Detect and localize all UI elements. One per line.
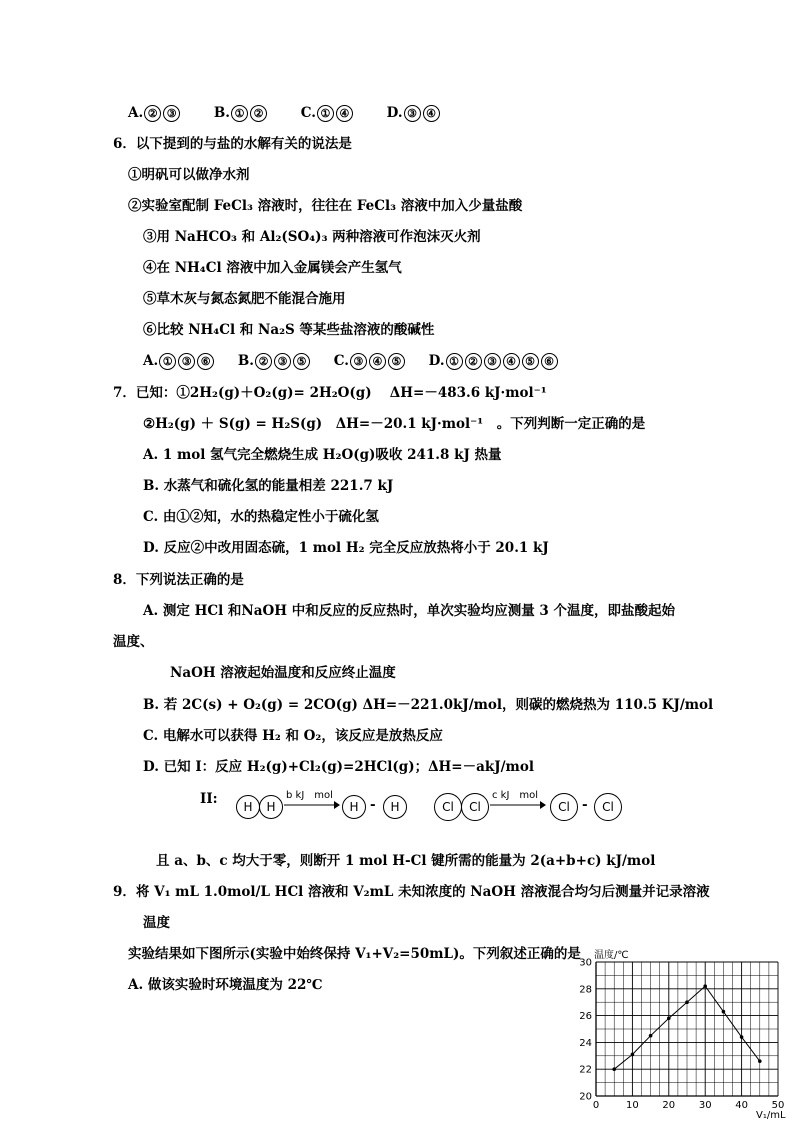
q5-option-c[interactable]: C. ① ④ bbox=[301, 105, 354, 121]
q8-option-c[interactable]: C. 电解水可以获得 H₂ 和 O₂，该反应是放热反应 bbox=[143, 728, 443, 744]
q8-option-b[interactable]: B. 若 2C(s) + O₂(g) = 2CO(g) ΔH=－221.0kJ/mol，则碳的燃烧热为 110.5 KJ/mol bbox=[143, 697, 714, 713]
q9-line3: 实验结果如下图所示(实验中始终保持 V₁+V₂=50mL)。下列叙述正确的是 bbox=[128, 946, 581, 962]
q5-option-b[interactable]: B. ① ② bbox=[214, 105, 268, 121]
arrow-1 bbox=[284, 800, 340, 810]
q6-item-3: ③用 NaHCO₃ 和 Al₂(SO₄)₃ 两种溶液可作泡沫灭火剂 bbox=[143, 229, 481, 245]
data-point bbox=[722, 1010, 726, 1014]
cl-atom-1: Cl bbox=[434, 793, 462, 821]
q9-option-a[interactable]: A. 做该实验时环境温度为 22℃ bbox=[128, 977, 323, 993]
data-point bbox=[685, 1000, 689, 1004]
y-tick-label: 30 bbox=[579, 957, 592, 969]
q6-option-b[interactable]: B. ② ③ ⑤ bbox=[238, 353, 311, 369]
q6-option-a[interactable]: A. ① ③ ⑥ bbox=[143, 353, 215, 369]
q6-item-6: ⑥比较 NH₄Cl 和 Na₂S 等某些盐溶液的酸碱性 bbox=[143, 322, 435, 338]
q8-stem: 8．下列说法正确的是 bbox=[113, 572, 244, 588]
y-tick-label: 26 bbox=[579, 1011, 592, 1023]
cl-atom-3: Cl bbox=[550, 793, 578, 821]
y-tick-label: 20 bbox=[579, 1091, 592, 1103]
y-axis-label: 温度/℃ bbox=[594, 950, 629, 961]
b-energy-label: b kJ mol bbox=[286, 790, 333, 801]
diagram-label-ii: II: bbox=[200, 791, 218, 807]
q7-option-d[interactable]: D. 反应②中改用固态硫，1 mol H₂ 完全反应放热将小于 20.1 kJ bbox=[143, 540, 549, 556]
q6-item-4: ④在 NH₄Cl 溶液中加入金属镁会产生氢气 bbox=[143, 260, 402, 276]
q7-line2: ②H₂(g) ＋ S(g) = H₂S(g) ΔH=－20.1 kJ·mol⁻¹ 。下列判断一定正确的是 bbox=[143, 416, 646, 432]
x-tick-label: 0 bbox=[592, 1100, 600, 1111]
c-energy-label: c kJ mol bbox=[492, 790, 539, 801]
q6-option-c[interactable]: C. ③ ④ ⑤ bbox=[334, 353, 406, 369]
q9-stem-cont: 温度 bbox=[143, 915, 170, 931]
y-tick-label: 28 bbox=[579, 984, 592, 996]
y-tick-label: 22 bbox=[579, 1064, 592, 1076]
q6-item-1: ①明矾可以做净水剂 bbox=[128, 167, 250, 183]
cl-atom-2: Cl bbox=[461, 793, 489, 821]
q9-stem: 9．将 V₁ mL 1.0mol/L HCl 溶液和 V₂mL 未知浓度的 NaOH 溶液混合均匀后测量并记录溶液 bbox=[113, 884, 710, 900]
y-tick-label: 24 bbox=[579, 1037, 592, 1049]
x-tick-label: 10 bbox=[626, 1100, 639, 1111]
q8-option-a-cont2: NaOH 溶液起始温度和反应终止温度 bbox=[170, 665, 396, 681]
q5-option-d[interactable]: D. ③ ④ bbox=[387, 105, 441, 121]
x-tick-label: 20 bbox=[662, 1100, 676, 1111]
q8-option-a-cont: 温度、 bbox=[113, 634, 154, 650]
q8-option-d[interactable]: D. 已知 I：反应 H₂(g)+Cl₂(g)=2HCl(g)；ΔH=－akJ/mol bbox=[143, 759, 534, 775]
q7-option-a[interactable]: A. 1 mol 氢气完全燃烧生成 H₂O(g)吸收 241.8 kJ 热量 bbox=[143, 447, 502, 463]
data-point bbox=[649, 1034, 653, 1038]
q5-option-a[interactable]: A. ② ③ bbox=[128, 105, 181, 121]
data-point bbox=[612, 1067, 616, 1071]
q7-option-b[interactable]: B. 水蒸气和硫化氢的能量相差 221.7 kJ bbox=[143, 478, 394, 494]
q6-stem: 6．以下提到的与盐的水解有关的说法是 bbox=[113, 136, 352, 152]
q6-item-2: ②实验室配制 FeCl₃ 溶液时，往往在 FeCl₃ 溶液中加入少量盐酸 bbox=[128, 198, 523, 214]
q7-option-c[interactable]: C. 由①②知，水的热稳定性小于硫化氢 bbox=[143, 509, 379, 525]
x-tick-label: 50 bbox=[771, 1100, 785, 1111]
data-point bbox=[703, 984, 707, 988]
q6-item-5: ⑤草木灰与氮态氮肥不能混合施用 bbox=[143, 291, 346, 307]
temperature-chart bbox=[568, 946, 788, 1120]
h-atom-3: H bbox=[342, 795, 366, 819]
q8-option-a[interactable]: A. 测定 HCl 和NaOH 中和反应的反应热时，单次实验均应测量 3 个温度，即盐酸起始 bbox=[143, 603, 675, 619]
h-atom-2: H bbox=[259, 795, 283, 819]
data-point bbox=[667, 1016, 671, 1020]
x-tick-label: 40 bbox=[735, 1100, 748, 1111]
cl-atom-4: Cl bbox=[594, 793, 622, 821]
x-axis-label: V₁/mL bbox=[756, 1110, 786, 1120]
h-atom-4: H bbox=[383, 795, 407, 819]
data-point bbox=[740, 1035, 744, 1039]
dash-2: - bbox=[582, 797, 588, 813]
h-atom-1: H bbox=[236, 795, 260, 819]
q8-tail: 且 a、b、c 均大于零，则断开 1 mol H-Cl 键所需的能量为 2(a+b+c) kJ/mol bbox=[156, 853, 656, 869]
q6-option-d[interactable]: D. ① ② ③ ④ ⑤ ⑥ bbox=[429, 353, 559, 369]
q7-stem: 7．已知：①2H₂(g)＋O₂(g)= 2H₂O(g) ΔH=－483.6 kJ·mol⁻¹ bbox=[113, 385, 547, 401]
data-point bbox=[631, 1053, 635, 1057]
q5-options bbox=[128, 104, 441, 122]
x-tick-label: 30 bbox=[698, 1100, 712, 1111]
arrow-2 bbox=[490, 800, 546, 810]
data-point bbox=[758, 1059, 762, 1063]
dash-1: - bbox=[370, 797, 376, 813]
q6-options bbox=[143, 352, 559, 370]
